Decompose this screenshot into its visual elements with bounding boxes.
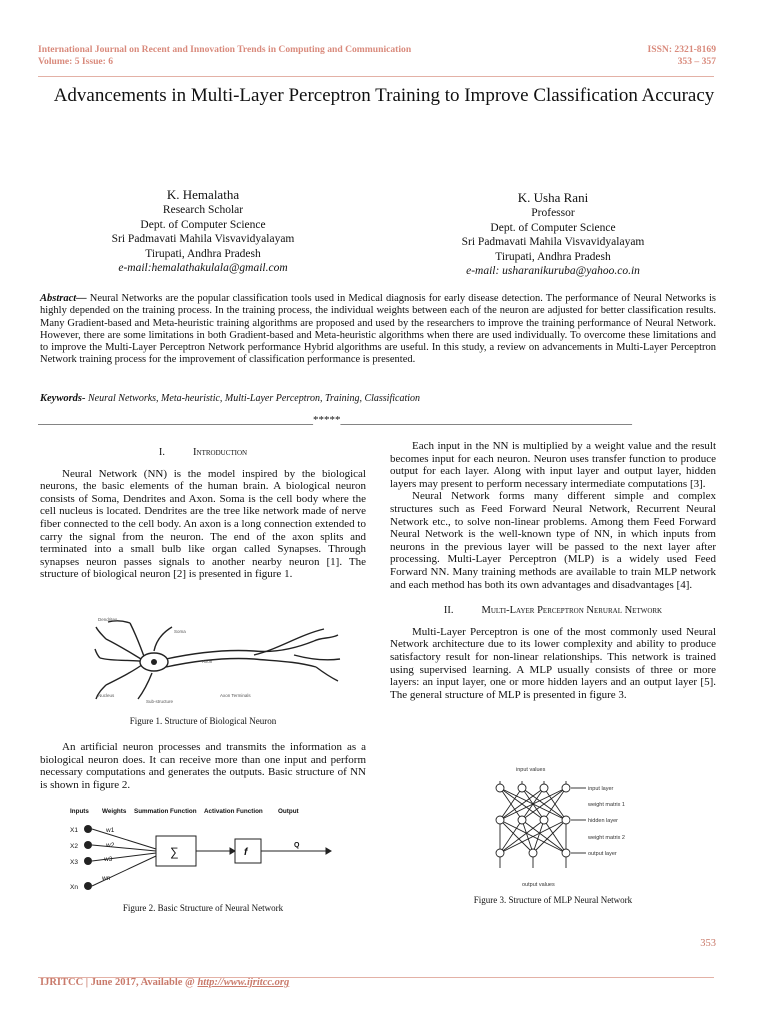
keywords-label: Keywords- <box>40 393 86 404</box>
section-heading-mlp <box>390 605 716 618</box>
author-name: K. Usha Rani <box>517 190 589 205</box>
left-column <box>40 447 366 581</box>
right-column <box>390 440 716 701</box>
section-title: Multi-Layer Perceptron Nerural Network <box>481 605 663 617</box>
author-univ: Sri Padmavati Mahila Visvavidyalayam <box>461 236 645 248</box>
intro-paragraph-1: Neural Network (NN) is the model inspired by the biological neurons, the basic elements of the human brain. A biological neuron consists of Soma, Dendrites and Axon. Soma is the cell body where the cell nucleus is located. Dendrites are the tree like network made of nerve fiber connected to the cell body. An axon is a long connection extended to carry the signal from the neuron. The end of the axon splits and terminated into a small bulb like organ called Synapses. Through synapses neuron passes signals to another nearby neuron [1]. The structure of biological neuron [2] is presented in figure 1. <box>40 467 366 581</box>
left-column-cont <box>40 741 366 791</box>
fig1-label-dendrites: Dendrites <box>98 617 118 622</box>
page-range: 353 – 357 <box>677 56 716 67</box>
footer-rule <box>38 977 714 978</box>
author-role: Professor <box>531 207 575 219</box>
author-univ: Sri Padmavati Mahila Visvavidyalayam <box>111 233 295 245</box>
page-number: 353 <box>700 938 716 949</box>
fig2-f: f <box>244 847 248 858</box>
figure-3-caption: Figure 3. Structure of MLP Neural Network <box>473 895 633 905</box>
fig2-wn: wn <box>102 875 111 882</box>
author-dept: Dept. of Computer Science <box>490 221 616 234</box>
abstract-text: Neural Networks are the popular classification tools used in Medical diagnosis for early disease detection. The performance of Neural Networks is highly depended on the training process. In the training process, the individual weights between each of the neuron are adjusted for better classification results. Many Gradient-based and Meta-heuristic training algorithms are proposed and used by the researchers to improve the training performance of Neural Network. However, there are some limitations in both Gradient-based and Meta-heuristic algorithms when there are used individually. To overcome these limitations and to improve the Multi-Layer Perceptron Network performance Hybrid algorithms are useful. In this study, a review on advancements in Multi-Layer Perceptron Network training process for the improvement of classification performance is presented. <box>40 293 716 366</box>
section-heading-intro <box>40 447 366 460</box>
footer-text: IJRITCC | June 2017, Available @ <box>40 977 198 988</box>
intro-paragraph-2: An artificial neuron processes and transmits the information as a biological neuron does. It can receive more than one input and perform necessary computations and generates the outputs. Basic structure of NN is shown in figure 2. <box>40 741 366 791</box>
fig3-output-values: output values <box>522 882 555 888</box>
figure-3-mlp <box>486 762 666 890</box>
fig2-x1: X1 <box>70 827 78 834</box>
fig1-label-axon: Axon <box>202 659 213 664</box>
header-rule <box>38 76 714 77</box>
fig1-label-soma: Soma <box>174 629 186 634</box>
fig3-input-values: input values <box>516 767 546 773</box>
fig2-label-output: Output <box>278 808 299 815</box>
fig2-label-inputs: Inputs <box>70 808 89 815</box>
fig3-weight-matrix-2: weight matrix 2 <box>588 835 625 841</box>
author-location: Tirupati, Andhra Pradesh <box>145 247 261 260</box>
fig2-xn: Xn <box>70 884 78 891</box>
author-dept: Dept. of Computer Science <box>140 218 266 231</box>
section-separator: __________________________________________________*****_____________________________________________________ <box>38 414 632 426</box>
section-number: I. <box>158 447 166 458</box>
fig3-output-layer: output layer <box>588 851 617 857</box>
right-paragraph-3: Multi-Layer Perceptron is one of the most commonly used Neural Network architecture due to its lower complexity and ability to produce satisfactory result for non-linear relationships. This network is trained using supervised learning. A MLP usually consists of three or more layers: an input layer, one or more hidden layers and an output layer [5]. The general structure of MLP is presented in figure 3. <box>390 625 716 701</box>
paper-title: Advancements in Multi-Layer Perceptron Training to Improve Classification Accuracy <box>53 85 715 106</box>
author-2 <box>438 189 668 279</box>
fig3-input-layer: input layer <box>588 786 614 792</box>
author-role: Research Scholar <box>162 204 244 216</box>
journal-volume: Volume: 5 Issue: 6 <box>38 56 114 67</box>
author-email: e-mail:hemalathakulala@gmail.com <box>118 262 288 274</box>
fig2-sigma: ∑ <box>170 845 179 859</box>
author-email: e-mail: usharanikuruba@yahoo.co.in <box>466 265 640 277</box>
fig1-label-terminals: Axon Terminals <box>220 693 251 698</box>
fig2-label-weights: Weights <box>102 808 127 815</box>
fig2-w2: w2 <box>106 842 115 849</box>
section-number: II. <box>443 605 454 617</box>
fig2-q: Q <box>294 842 300 849</box>
section-title: Introduction <box>193 447 248 458</box>
author-name: K. Hemalatha <box>166 187 240 202</box>
figure-1-neuron <box>94 615 344 707</box>
right-paragraph-2: Neural Network forms many different simple and complex structures such as Feed Forward Neural Network, Recurrent Neural Network etc., to solve non-linear problems. Among them Feed Forward Neural Network is the well-known type of NN, in which inputs from neurons in the previous layer will be passed to the next layer after processing. Multi-Layer Perceptron (MLP) is a widely used Feed Forward NN. Many training methods are available to train MLP network and each method has both its own advantages and disadvantages [4]. <box>390 490 716 591</box>
fig2-label-summation: Summation Function <box>134 808 197 815</box>
fig3-hidden-layer: hidden layer <box>588 818 618 824</box>
author-location: Tirupati, Andhra Pradesh <box>495 250 611 263</box>
fig2-x3: X3 <box>70 859 78 866</box>
keywords-text: Neural Networks, Meta-heuristic, Multi-Layer Perceptron, Training, Classification <box>85 393 421 404</box>
abstract <box>40 293 716 367</box>
fig2-label-activation: Activation Function <box>204 808 263 815</box>
figure-2-caption: Figure 2. Basic Structure of Neural Network <box>122 903 284 913</box>
fig2-x2: X2 <box>70 843 78 850</box>
journal-name: International Journal on Recent and Innovation Trends in Computing and Communication <box>38 44 412 55</box>
abstract-label: Abstract— <box>40 293 87 304</box>
author-1 <box>88 186 318 276</box>
footer-link[interactable]: http://www.ijritcc.org <box>197 977 290 988</box>
keywords <box>40 393 420 404</box>
fig1-label-substructure: Sub-structure <box>146 699 174 704</box>
right-paragraph-1: Each input in the NN is multiplied by a weight value and the result becomes input for each neuron. Neuron uses transfer function to produce output for each layer. Along with input layer and output layer, hidden layers may present to perform necessary intermediate computations [3]. <box>390 440 716 490</box>
footer <box>40 977 289 988</box>
fig2-w3: w3 <box>104 856 113 863</box>
fig2-w1: w1 <box>106 827 115 834</box>
fig1-label-nucleus: Nucleus <box>98 693 115 698</box>
figure-2-basic-nn <box>64 804 344 900</box>
fig3-weight-matrix-1: weight matrix 1 <box>588 802 625 808</box>
issn: ISSN: 2321-8169 <box>647 44 716 55</box>
figure-1-caption: Figure 1. Structure of Biological Neuron <box>129 716 277 726</box>
